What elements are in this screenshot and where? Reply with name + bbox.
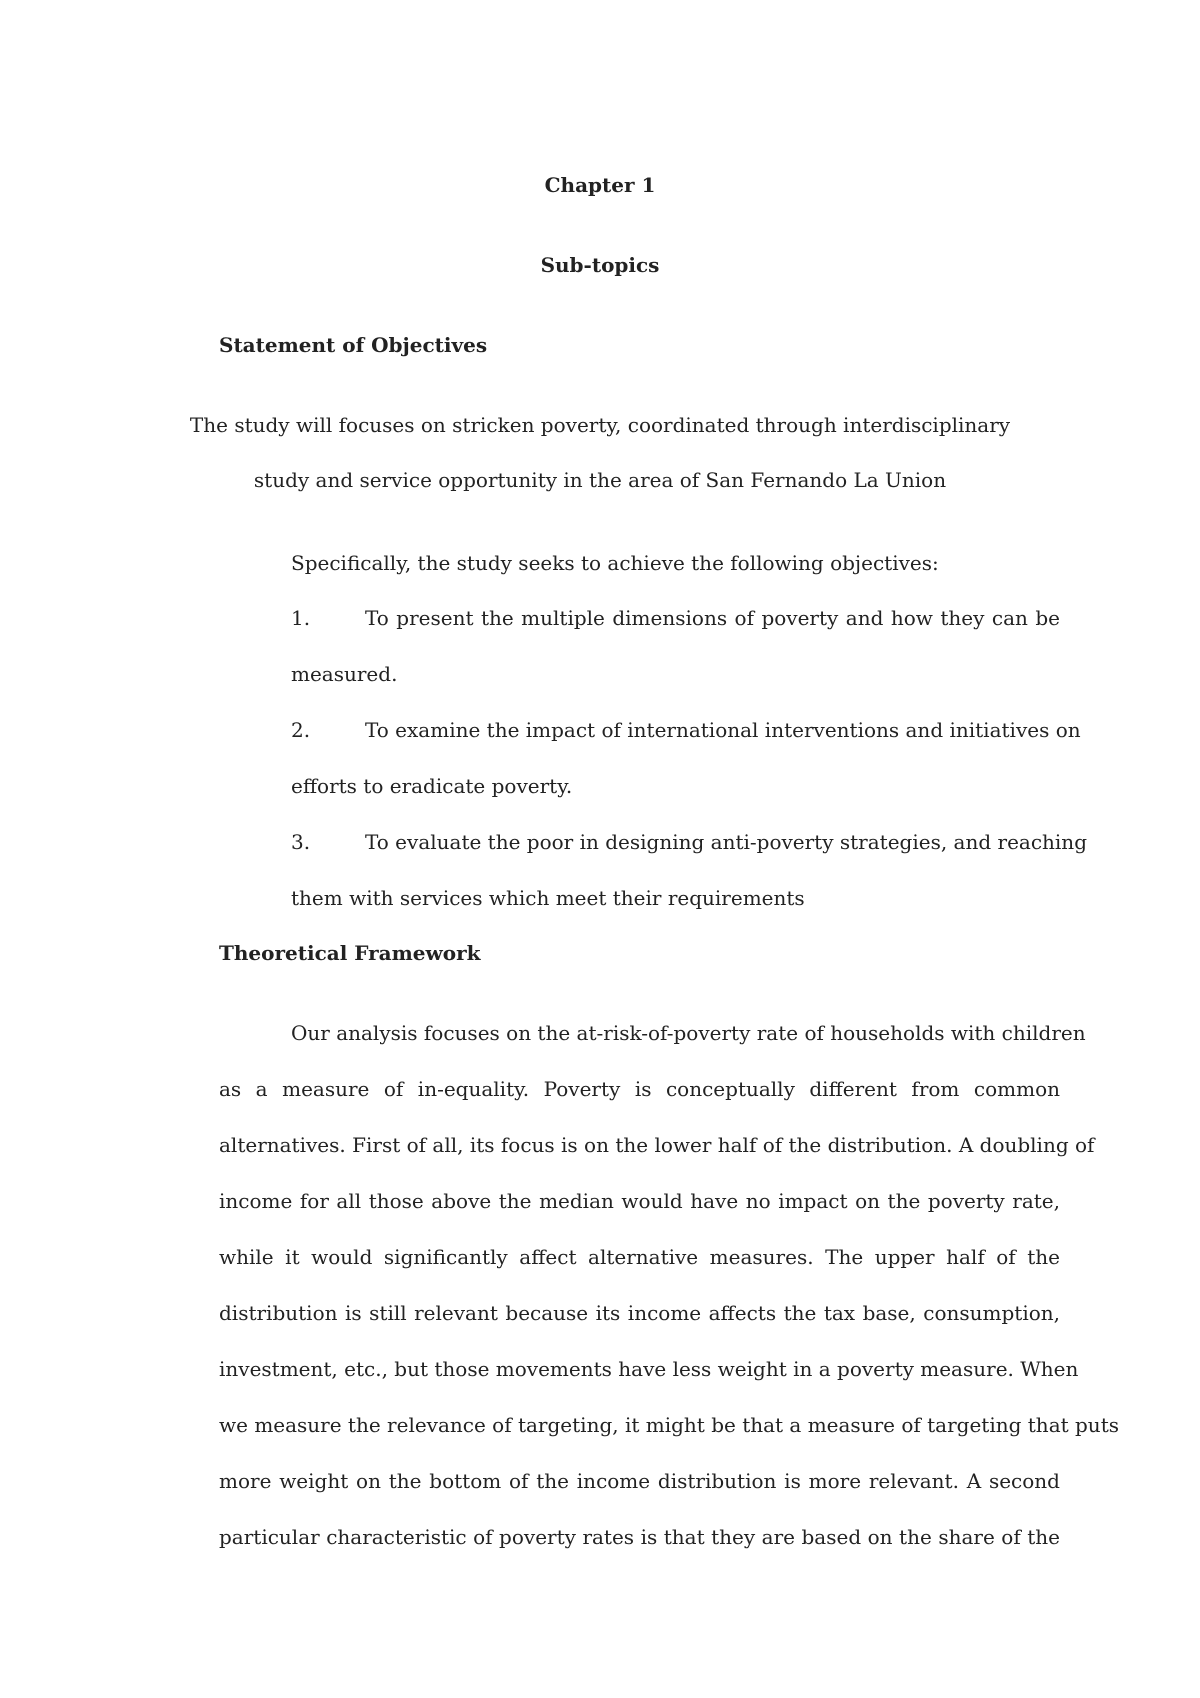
objective-2-line-1: To examine the impact of international interventions and initiatives on xyxy=(365,718,1081,742)
framework-paragraph-line: as a measure of in-equality. Poverty is conceptually different from common xyxy=(219,1077,1060,1101)
objective-1-line-1: To present the multiple dimensions of poverty and how they can be xyxy=(365,606,1060,630)
objectives-intro-line-2: study and service opportunity in the area of San Fernando La Union xyxy=(253,468,947,492)
objective-number: 1. xyxy=(291,606,311,630)
framework-paragraph-line: while it would significantly affect alternative measures. The upper half of the xyxy=(219,1245,1060,1269)
framework-paragraph-line: investment, etc., but those movements have less weight in a poverty measure. When xyxy=(219,1357,1079,1381)
objectives-heading: Statement of Objectives xyxy=(219,333,488,357)
framework-paragraph-line: we measure the relevance of targeting, it might be that a measure of targeting that puts xyxy=(219,1413,1119,1437)
objectives-lead: Specifically, the study seeks to achieve the following objectives: xyxy=(291,551,939,575)
objectives-intro-line-1: The study will focuses on stricken poverty, coordinated through interdisciplinary xyxy=(189,413,1011,437)
framework-heading: Theoretical Framework xyxy=(219,941,481,965)
objective-number: 3. xyxy=(291,830,311,854)
chapter-title: Chapter 1 xyxy=(544,173,656,197)
subtitle: Sub-topics xyxy=(540,253,660,277)
framework-paragraph-line: distribution is still relevant because its income affects the tax base, consumption, xyxy=(219,1301,1060,1325)
framework-paragraph-line: alternatives. First of all, its focus is on the lower half of the distribution. A doubling of xyxy=(219,1133,1095,1157)
objective-3-line-1: To evaluate the poor in designing anti-poverty strategies, and reaching xyxy=(365,830,1087,854)
objective-3-line-2: them with services which meet their requirements xyxy=(291,886,805,910)
objective-number: 2. xyxy=(291,718,311,742)
framework-paragraph-line: particular characteristic of poverty rates is that they are based on the share of the xyxy=(219,1525,1060,1549)
framework-paragraph-line: more weight on the bottom of the income distribution is more relevant. A second xyxy=(219,1469,1060,1493)
objective-2-line-2: efforts to eradicate poverty. xyxy=(291,774,573,798)
framework-paragraph-line: Our analysis focuses on the at-risk-of-poverty rate of households with children xyxy=(291,1021,1086,1045)
objective-1-line-2: measured. xyxy=(291,662,398,686)
framework-paragraph-line: income for all those above the median would have no impact on the poverty rate, xyxy=(219,1189,1060,1213)
